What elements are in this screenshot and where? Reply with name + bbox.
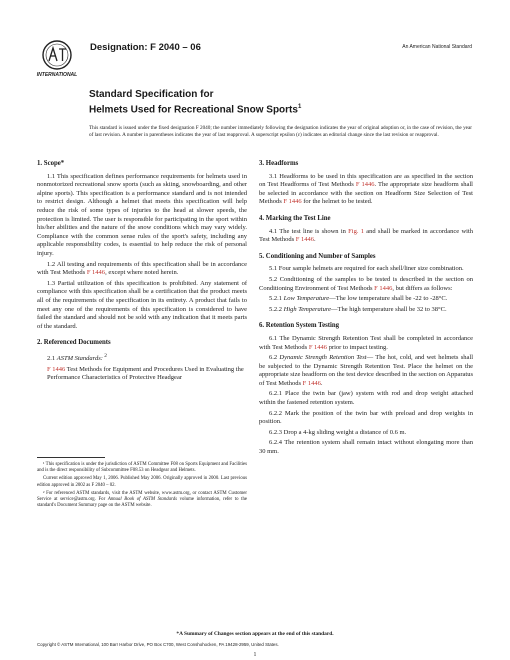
retention-6-1: 6.1 The Dynamic Strength Retention Test shall be completed in accordance with Test Methods F 1446 prior to impact testing.: [259, 334, 473, 351]
retention-6-2-3: 6.2.3 Drop a 4-kg sliding weight a distance of 0.6 m.: [269, 428, 407, 436]
conditioning-5-2-2: 5.2.2 High Temperature—The high temperature shall be 32 to 38°C.: [269, 305, 447, 313]
title-footnote-mark: 1: [297, 104, 302, 110]
footnote-rule: [37, 457, 105, 458]
copyright: Copyright © ASTM International, 100 Barr Harbor Drive, PO Box C700, West Conshohocken, PA 19428-2959, United States.: [37, 642, 279, 647]
designation: Designation: F 2040 – 06: [90, 42, 201, 53]
f1446-link[interactable]: F 1446: [302, 379, 321, 387]
document-title: [89, 89, 469, 116]
conditioning-5-1: 5.1 Four sample helmets are required for each shell/liner size combination.: [269, 265, 464, 273]
fig1-link[interactable]: Fig. 1: [348, 227, 364, 235]
section-refs-heading: 2. Referenced Documents: [37, 339, 111, 347]
left-column: [37, 160, 247, 385]
section-headforms-heading: 3. Headforms: [259, 160, 299, 167]
retention-6-2-4: 6.2.4 The retention system shall remain intact without elongating more than 30 mm.: [259, 439, 473, 456]
retention-6-2-2: 6.2.2 Mark the position of the twin bar with preload and drop weights in position.: [259, 409, 473, 426]
f1446-link[interactable]: F 1446: [308, 343, 328, 351]
title-line-1: Standard Specification for: [89, 89, 214, 100]
footnote-2: ² For referenced ASTM standards, visit the ASTM website, www.astm.org, or contact ASTM Customer Service at service@astm.org. For Annual Book of ASTM Standards volume information, refer to the standard's Document Summary page on the ASTM website.: [37, 490, 247, 509]
f1446-link[interactable]: F 1446: [47, 365, 66, 373]
page-number: 1: [253, 652, 257, 658]
retention-6-2-1: 6.2.1 Place the twin bar (jaw) system with rod and drop weight attached within the fastened retention system.: [259, 390, 473, 407]
ref-item-f1446: F 1446 Test Methods for Equipment and Procedures Used in Evaluating the Performance Characteristics of Protective Headgear: [47, 365, 244, 382]
conditioning-5-2: 5.2 Conditioning of the samples to be tested is described in the section on Conditioning Environment of Test Methods F 1446, but differs as follows:: [259, 275, 473, 292]
scope-1-1: 1.1 This specification defines performance requirements for helmets used in nonmotorized recreational snow sports (such as skiing, snowboarding, and other alpine sports). This specification is a performance standard and is not intended to restrict design. Although a helmet that meets this specification will help reduce the risk of some types of injuries to the head at slower speeds, the protection is limited. The user is responsible for participating in the sport within his/her abilities and the nature of the snow conditions which may vary widely. Compliance with the common sense rules of the sport's safety, including any applicable responsibility codes, is essential to help reduce the risk of personal injury.: [37, 172, 247, 257]
f1446-link[interactable]: F 1446: [295, 236, 314, 244]
scope-1-2: 1.2 All testing and requirements of this specification shall be in accordance with Test Methods F 1446, except where noted herein.: [37, 260, 247, 277]
scope-1-3: 1.3 Partial utilization of this specification is prohibited. Any statement of compliance with this specification shall be a certification that the product meets all of the requirements of the specification in its entirety. A product that fails to meet any one of the requirements of this specification is considered to have failed the standard and should not be sold with any indication that it meets parts of the standard.: [37, 279, 247, 330]
astm-logo-icon: [36, 38, 78, 78]
headforms-3-1: 3.1 Headforms to be used in this specification are as specified in the section on Test Headforms of Test Methods F 1446. The appropriate size headform shall be selected in accordance with the section on Headform Size Selection of Test Methods F 1446 for the helmet to be tested.: [259, 172, 473, 206]
title-text: Helmets Used for Recreational Snow Sports: [89, 104, 298, 116]
title-line-2: [89, 101, 469, 116]
section-marking-heading: 4. Marking the Test Line: [259, 214, 331, 222]
conditioning-5-2-1: 5.2.1 Low Temperature—The low temperature shall be -22 to -28°C.: [269, 295, 448, 303]
f1446-link[interactable]: F 1446: [374, 284, 393, 292]
logo-text: INTERNATIONAL: [36, 72, 78, 78]
f1446-link[interactable]: F 1446: [283, 198, 302, 206]
marking-4-1: 4.1 The test line is shown in Fig. 1 and shall be marked in accordance with Test Methods F 1446.: [259, 227, 474, 244]
summary-note: *A Summary of Changes section appears at the end of this standard.: [176, 631, 334, 637]
f1446-link[interactable]: F 1446: [355, 181, 375, 189]
section-scope-heading: 1. Scope*: [37, 160, 65, 167]
right-column: [259, 160, 473, 459]
issuance-note: This standard is issued under the fixed designation F 2040; the number immediately following the designation indicates the year of original adoption or, in the case of revision, the year of last revision. A number in parentheses indicates the year of last reapproval. A superscript epsilon (ε) indicates an editorial change since the last revision or reapproval.: [89, 125, 472, 138]
refs-2-1: 2.1 ASTM Standards: $^2$: [47, 352, 107, 363]
section-conditioning-heading: 5. Conditioning and Number of Samples: [259, 252, 376, 260]
footnotes: [37, 462, 247, 511]
standard-type-label: An American National Standard: [402, 44, 472, 50]
retention-6-2: 6.2 Dynamic Strength Retention Test— The hot, cold, and wet helmets shall be subjected to the Dynamic Strength Retention Test. Place the helmet on the appropriate size headform on the test device described in the section on Apparatus of Test Methods F 1446.: [259, 354, 474, 387]
f1446-link[interactable]: F 1446: [86, 269, 106, 277]
footnote-1: ¹ This specification is under the jurisdiction of ASTM Committee F08 on Sports Equipment and Facilities and is the direct responsibility of Subcommittee F08.53 on Headgear and Helmets.: [37, 462, 247, 474]
footnote-1-edition: Current edition approved May 1, 2006. Published May 2006. Originally approved in 2000. Last previous edition approved in 2002 as F 2040 – 02.: [37, 476, 247, 488]
section-retention-heading: 6. Retention System Testing: [259, 322, 340, 330]
